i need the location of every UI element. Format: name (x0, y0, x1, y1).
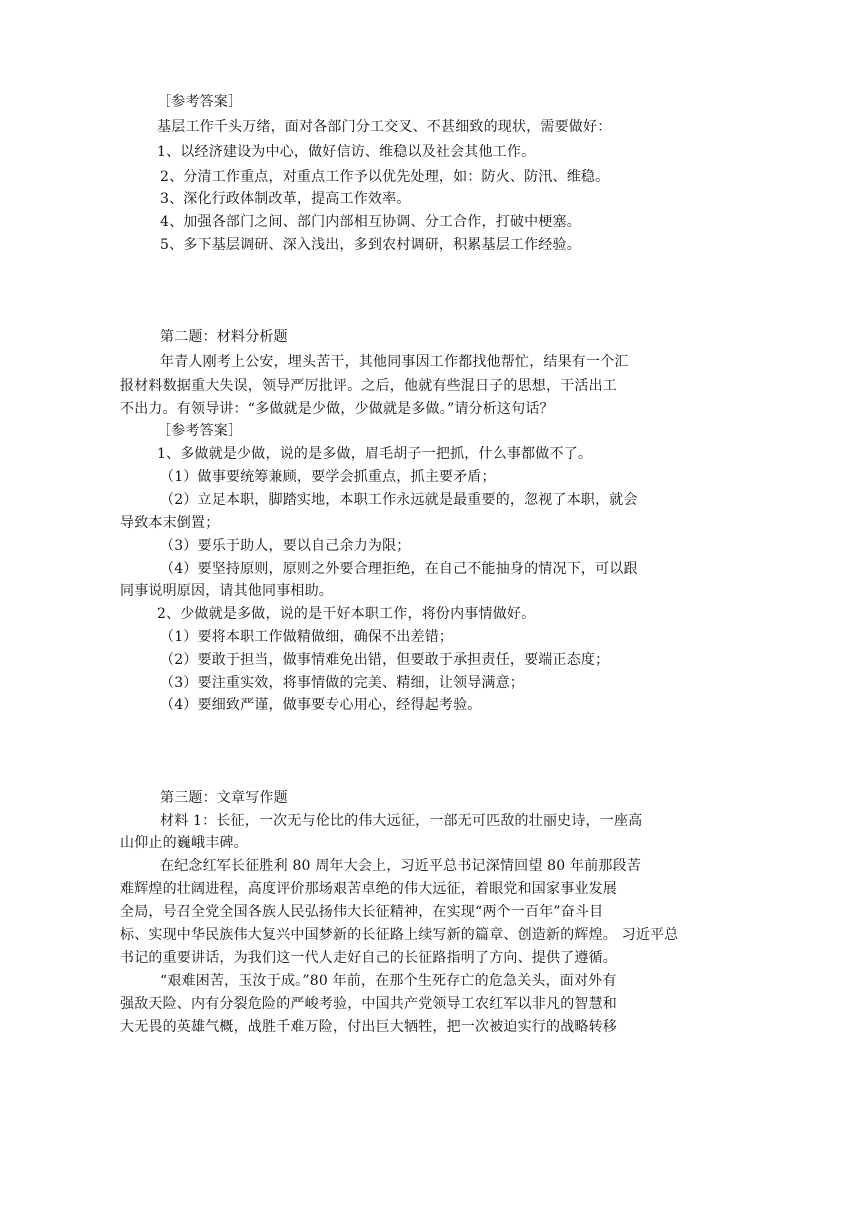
section1-item-2: 2、分清工作重点，对重点工作予以优先处理，如：防火、防汛、维稳。 (160, 169, 610, 185)
section1-item-1: 1、以经济建设为中心，做好信访、维稳以及社会其他工作。 (157, 144, 536, 160)
section2-answer-line-2: （1）做事要统筹兼顾，要学会抓重点，抓主要矛盾； (160, 469, 496, 485)
section2-answer-line-4: 导致本末倒置； (120, 515, 220, 531)
section2-answer-line-8: 2、少做就是多做，说的是干好本职工作，将份内事情做好。 (157, 606, 536, 622)
section2-answer-line-5: （3）要乐于助人，要以自己余力为限； (160, 538, 411, 554)
section3-line-2: 山仰止的巍峨丰碑。 (120, 835, 248, 851)
section1-item-5: 5、多下基层调研、深入浅出，多到农村调研，积累基层工作经验。 (160, 237, 581, 253)
section2-answer-line-6: （4）要坚持原则，原则之外要合理拒绝，在自己不能抽身的情况下，可以跟 (160, 561, 638, 577)
section2-answer-line-3: （2）立足本职，脚踏实地，本职工作永远就是最重要的，忽视了本职，就会 (160, 492, 638, 508)
section2-answer-line-9: （1）要将本职工作做精做细，确保不出差错； (160, 629, 454, 645)
section3-line-5: 全局，号召全党全国各族人民弘扬伟大长征精神，在实现“两个一百年”奋斗目 (120, 904, 604, 920)
section2-material-line-2: 报材料数据重大失误，领导严厉批评。之后，他就有些混日子的思想，干活出工 (120, 378, 617, 394)
section2-answer-line-10: （2）要敢于担当，做事情难免出错，但要敢于承担责任，要端正态度； (160, 652, 610, 668)
answer-label-2: ［参考答案］ (157, 423, 243, 439)
answer-label-1: ［参考答案］ (157, 94, 243, 110)
section2-material-line-1: 年青人刚考上公安，埋头苦干，其他同事因工作都找他帮忙，结果有一个汇 (160, 354, 629, 370)
section3-line-1: 材料 1：长征，一次无与伦比的伟大远征，一部无可匹敌的壮丽史诗，一座高 (160, 813, 643, 829)
section1-item-3: 3、深化行政体制改革，提高工作效率。 (160, 191, 411, 207)
section3-line-4: 难辉煌的壮阔进程，高度评价那场艰苦卓绝的伟大远征，着眼党和国家事业发展 (120, 881, 617, 897)
section3-line-10: 大无畏的英雄气概，战胜千难万险，付出巨大牺牲，把一次被迫实行的战略转移 (120, 1019, 617, 1035)
section3-line-9: 强敌天险、内有分裂危险的严峻考验，中国共产党领导工农红军以非凡的智慧和 (120, 996, 617, 1012)
section2-answer-line-12: （4）要细致严谨，做事要专心用心，经得起考验。 (160, 697, 482, 713)
section3-line-8: “艰难困苦，玉汝于成。”80 年前，在那个生死存亡的危急关头，面对外有 (160, 973, 617, 989)
section2-answer-line-11: （3）要注重实效，将事情做的完美、精细，让领导满意； (160, 675, 525, 691)
section2-material-line-3: 不出力。有领导讲：“多做就是少做，少做就是多做。”请分析这句话？ (120, 401, 554, 417)
section2-answer-line-1: 1、多做就是少做，说的是多做，眉毛胡子一把抓，什么事都做不了。 (157, 446, 593, 462)
section1-item-4: 4、加强各部门之间、部门内部相互协调、分工合作，打破中梗塞。 (160, 214, 581, 230)
section2-title: 第二题：材料分析题 (160, 329, 288, 345)
section2-answer-line-7: 同事说明原因，请其他同事相助。 (120, 583, 333, 599)
section1-intro: 基层工作千头万绪，面对各部门分工交叉、不甚细致的现状，需要做好： (157, 119, 612, 135)
section3-line-6: 标、实现中华民族伟大复兴中国梦新的长征路上续写新的篇章、创造新的辉煌。 习近平总 (120, 927, 679, 943)
section3-title: 第三题：文章写作题 (160, 790, 288, 806)
section3-line-3: 在纪念红军长征胜利 80 周年大会上，习近平总书记深情回望 80 年前那段苦 (160, 858, 642, 874)
section3-line-7: 书记的重要讲话，为我们这一代人走好自己的长征路指明了方向、提供了遵循。 (120, 950, 617, 966)
